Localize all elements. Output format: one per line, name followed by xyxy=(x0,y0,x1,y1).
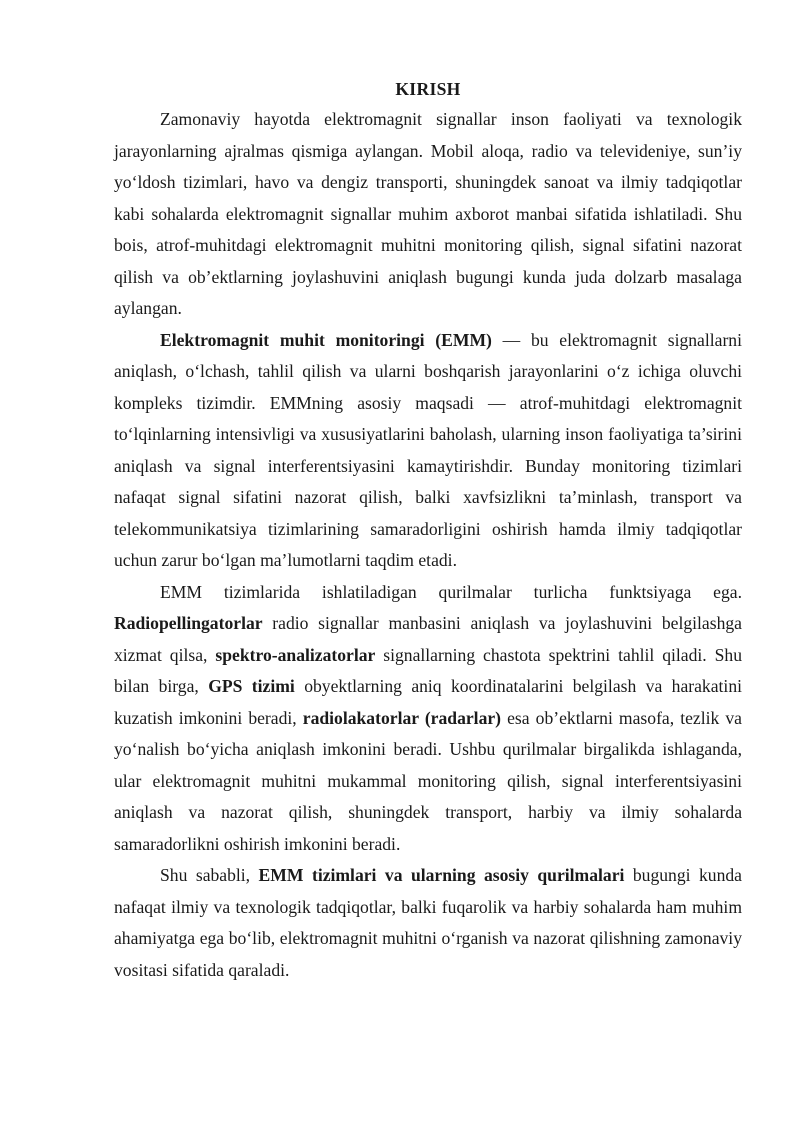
paragraph-intro xyxy=(114,104,742,325)
document-title: KIRISH xyxy=(395,79,461,99)
term-radiolakatorlar: radiolakatorlar (radarlar) xyxy=(302,707,502,728)
term-radiopellingatorlar: Radiopellingatorlar xyxy=(114,613,263,633)
paragraph-text: esa ob’ektlarni masofa, tezlik va yo‘nalish bo‘yicha aniqlash imkonini beradi. Ushbu qurilmalar birgalikda ishlaganda, ular elektromagnit muhitni mukammal monitoring qilish, signal interferentsiyasini aniqlash va nazorat qilish, shuningdek transport, harbiy va ilmiy sohalarda samaradorlikni oshirish imkonini beradi. xyxy=(114,707,742,854)
paragraph-text: EMM tizimlarida ishlatiladigan qurilmalar turlicha funktsiyaga ega. xyxy=(160,581,742,602)
paragraph-text: obyektlarning aniq koordinatalarini belgilash va harakatini kuzatish imkonini beradi, xyxy=(114,676,743,728)
term-emm-tizimlari: EMM tizimlari va ularning asosiy qurilmalari xyxy=(258,865,625,885)
paragraph-text: radio signallar manbasini aniqlash va joylashuvini belgilashga xizmat qilsa, xyxy=(114,613,742,665)
paragraph-conclusion xyxy=(114,860,742,986)
paragraph-text: Shu sababli, xyxy=(160,865,259,885)
paragraph-text: Zamonaviy hayotda elektromagnit signallar inson faoliyati va texnologik jarayonlarning ajralmas qismiga aylangan. Mobil aloqa, radio va televideniye, sun’iy yo‘ldosh tizimlari, havo va dengiz transporti, shuningdek sanoat va ilmiy tadqiqotlar kabi sohalarda elektromagnit signallar muhim axborot manbai sifatida ishlatiladi. Shu bois, atrof-muhitdagi elektromagnit muhitni monitoring qilish, signal sifatini nazorat qilish va ob’ektlarning joylashuvini aniqlash bugungi kunda juda dolzarb masalaga aylangan. xyxy=(114,109,742,318)
emm-term: Elektromagnit muhit monitoringi (EMM) xyxy=(160,329,492,350)
paragraph-text: bugungi kunda nafaqat ilmiy va texnologik tadqiqotlar, balki fuqarolik va harbiy sohalarda ham muhim ahamiyatga ega bo‘lib, elektromagnit muhitni o‘rganish va nazorat qilishning zamonaviy vositasi sifatida qaraladi. xyxy=(114,865,742,980)
term-spektro-analizatorlar: spektro-analizatorlar xyxy=(215,644,376,665)
term-gps-tizimi: GPS tizimi xyxy=(208,676,295,696)
paragraph-text: — bu elektromagnit signallarni aniqlash, o‘lchash, tahlil qilish va ularni boshqarish jarayonlarini o‘z ichiga oluvchi kompleks tizimdir. EMMning asosiy maqsadi — atrof-muhitdagi elektromagnit to‘lqinlarning intensivligi va xususiyatlarini baholash, ularning inson faoliyatiga ta’sirini aniqlash va signal interferentsiyasini kamaytirishdir. Bunday monitoring tizimlari nafaqat signal sifatini nazorat qilish, balki xavfsizlikni ta’minlash, transport va telekommunikatsiya tizimlarining samaradorligini oshirish hamda ilmiy tadqiqotlar uchun zarur bo‘lgan ma’lumotlarni taqdim etadi. xyxy=(114,329,742,570)
paragraph-text: signallarning chastota spektrini tahlil qiladi. Shu bilan birga, xyxy=(114,644,742,696)
paragraph-devices xyxy=(114,577,742,861)
paragraph-emm-definition xyxy=(114,325,742,577)
document-body xyxy=(114,74,742,986)
